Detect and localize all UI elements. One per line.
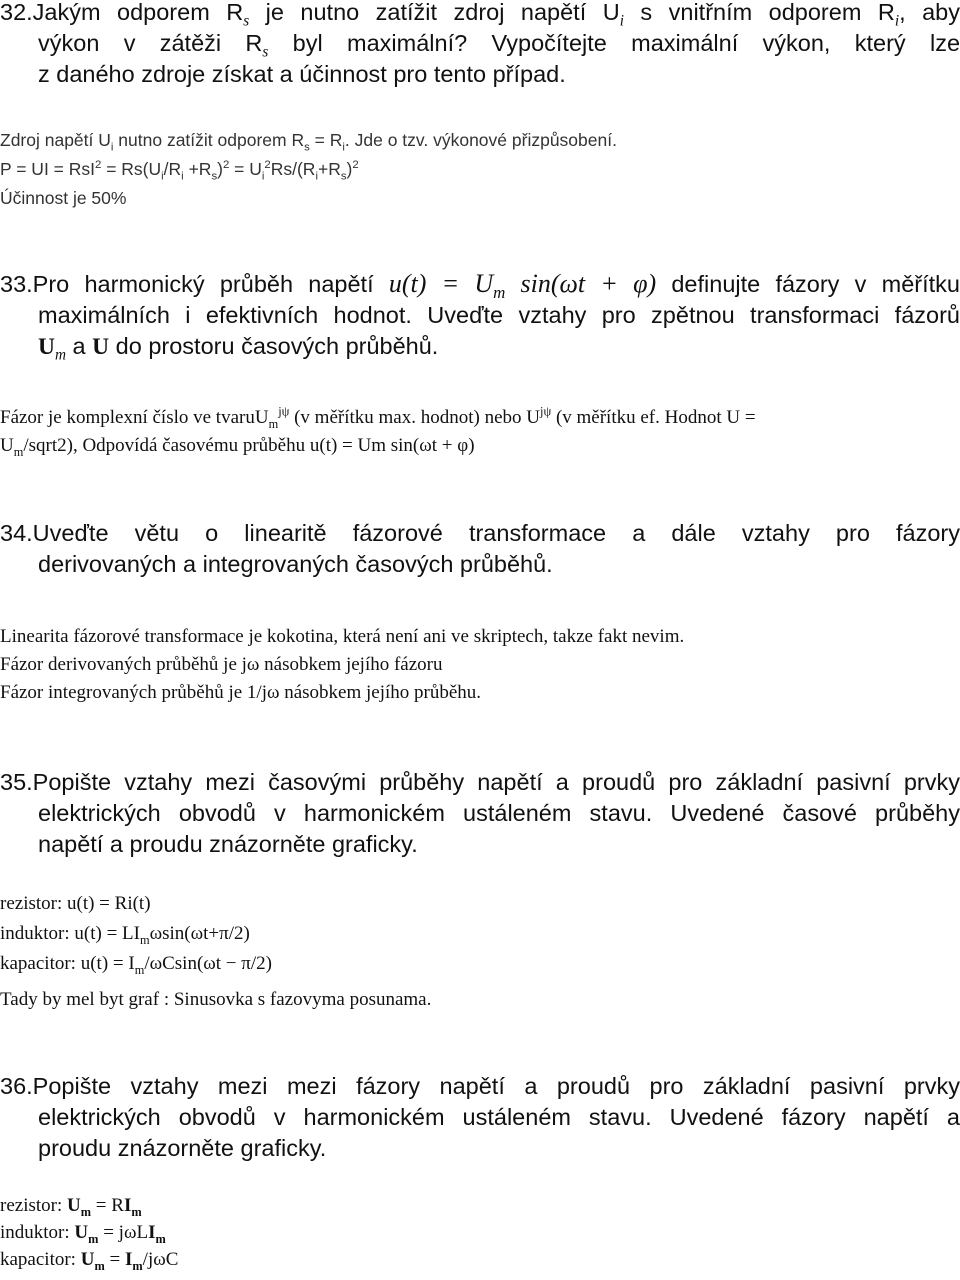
answer-32-line-2: P = UI = $RsI^2 = Rs(U_i/R_i +R_s)^2 = U_i^2Rs/(R_i+R_s)^2$ bbox=[0, 159, 359, 183]
question-36 bbox=[0, 1071, 960, 1164]
answer-34 bbox=[0, 623, 960, 707]
answer-35-line-3: kapacitor: $u(t) = I_m/\omega Csin(\omega t - \pi/2)$ bbox=[0, 953, 272, 977]
question-33-line-3: $U_m$ a U do prostoru časových průběhů. bbox=[38, 333, 439, 364]
question-33-line-1: 33.Pro harmonický průběh napětí $u(t) = U_m$ sin(ωt + φ) definujte fázory v měřítku bbox=[0, 269, 960, 303]
question-34 bbox=[0, 518, 960, 580]
answer-34-line-1: Linearita fázorové transformace je kokotina, která není ani ve skriptech, takze fakt nevim. bbox=[0, 626, 685, 647]
answer-33-line-2: $U_m/sqrt2$), Odpovídá časovému průběhu u(t) = Um sin(ωt + φ) bbox=[0, 435, 475, 459]
answer-34-line-2: Fázor derivovaných průběhů je jω násobkem jejího fázoru bbox=[0, 654, 443, 675]
answer-32-line-1: Zdroj napětí $U_i$ nutno zatížit odporem $R_s = R_i$. Jde o tzv. výkonové přizpůsobení. bbox=[0, 130, 617, 154]
question-35-line-3: napětí a proudu znázorněte graficky. bbox=[38, 831, 418, 857]
answer-36-line-2: induktor: $U_m = j\omega LI_m$ bbox=[0, 1222, 166, 1246]
answer-36-line-1: rezistor: $U_m = RI_m$ bbox=[0, 1195, 142, 1219]
question-35-line-1: 35.Popište vztahy mezi časovými průběhy napětí a proudů pro základní pasivní prvky bbox=[0, 769, 960, 795]
answer-32-line-3: Účinnost je 50% bbox=[0, 188, 127, 208]
question-33-line-2: maximálních i efektivních hodnot. Uveďte vztahy pro zpětnou transformaci fázorů bbox=[38, 302, 960, 328]
answer-35-line-1: rezistor: u(t) = Ri(t) bbox=[0, 893, 151, 914]
question-33 bbox=[0, 268, 960, 363]
question-36-line-1: 36.Popište vztahy mezi mezi fázory napětí a proudů pro základní pasivní prvky bbox=[0, 1073, 960, 1099]
question-32-line-3: z daného zdroje získat a účinnost pro tento případ. bbox=[38, 61, 566, 87]
answer-36-line-3: kapacitor: $U_m = I_m/j\omega C$ bbox=[0, 1249, 179, 1273]
question-36-line-3: proudu znázorněte graficky. bbox=[38, 1135, 327, 1161]
answer-35 bbox=[0, 889, 960, 1015]
answer-35-line-4: Tady by mel byt graf : Sinusovka s fazovyma posunama. bbox=[0, 989, 432, 1010]
answer-35-line-2: induktor: $u(t) = LI_m\omega\sin(\omega t+\pi/2)$ bbox=[0, 923, 250, 947]
question-32-line-2: výkon v zátěži $R_s$ byl maximální? Vypočítejte maximální výkon, který lze bbox=[38, 30, 960, 61]
answer-33 bbox=[0, 404, 960, 460]
question-36-line-2: elektrických obvodů v harmonickém ustáleném stavu. Uvedené fázory napětí a bbox=[38, 1104, 960, 1130]
answer-36 bbox=[0, 1192, 960, 1273]
answer-34-line-3: Fázor integrovaných průběhů je 1/jω násobkem jejího průběhu. bbox=[0, 682, 482, 703]
question-32 bbox=[0, 0, 960, 90]
question-32-line-1: 32.Jakým odporem $R_s$ je nutno zatížit zdroj napětí $U_i$ s vnitřním odporem $R_i$, aby bbox=[0, 0, 960, 30]
question-34-line-2: derivovaných a integrovaných časových průběhů. bbox=[38, 551, 553, 577]
question-34-line-1: 34.Uveďte větu o linearitě fázorové transformace a dále vztahy pro fázory bbox=[0, 520, 960, 546]
answer-33-line-1: Fázor je komplexní číslo ve tvaruU$_m^{j\psi}$ (v měřítku max. hodnot) nebo $U^{j\psi}$ (v měřítku ef. Hodnot U = bbox=[0, 404, 756, 431]
answer-32 bbox=[0, 126, 960, 213]
question-35-line-2: elektrických obvodů v harmonickém ustáleném stavu. Uvedené časové průběhy bbox=[38, 800, 960, 826]
question-35 bbox=[0, 767, 960, 860]
